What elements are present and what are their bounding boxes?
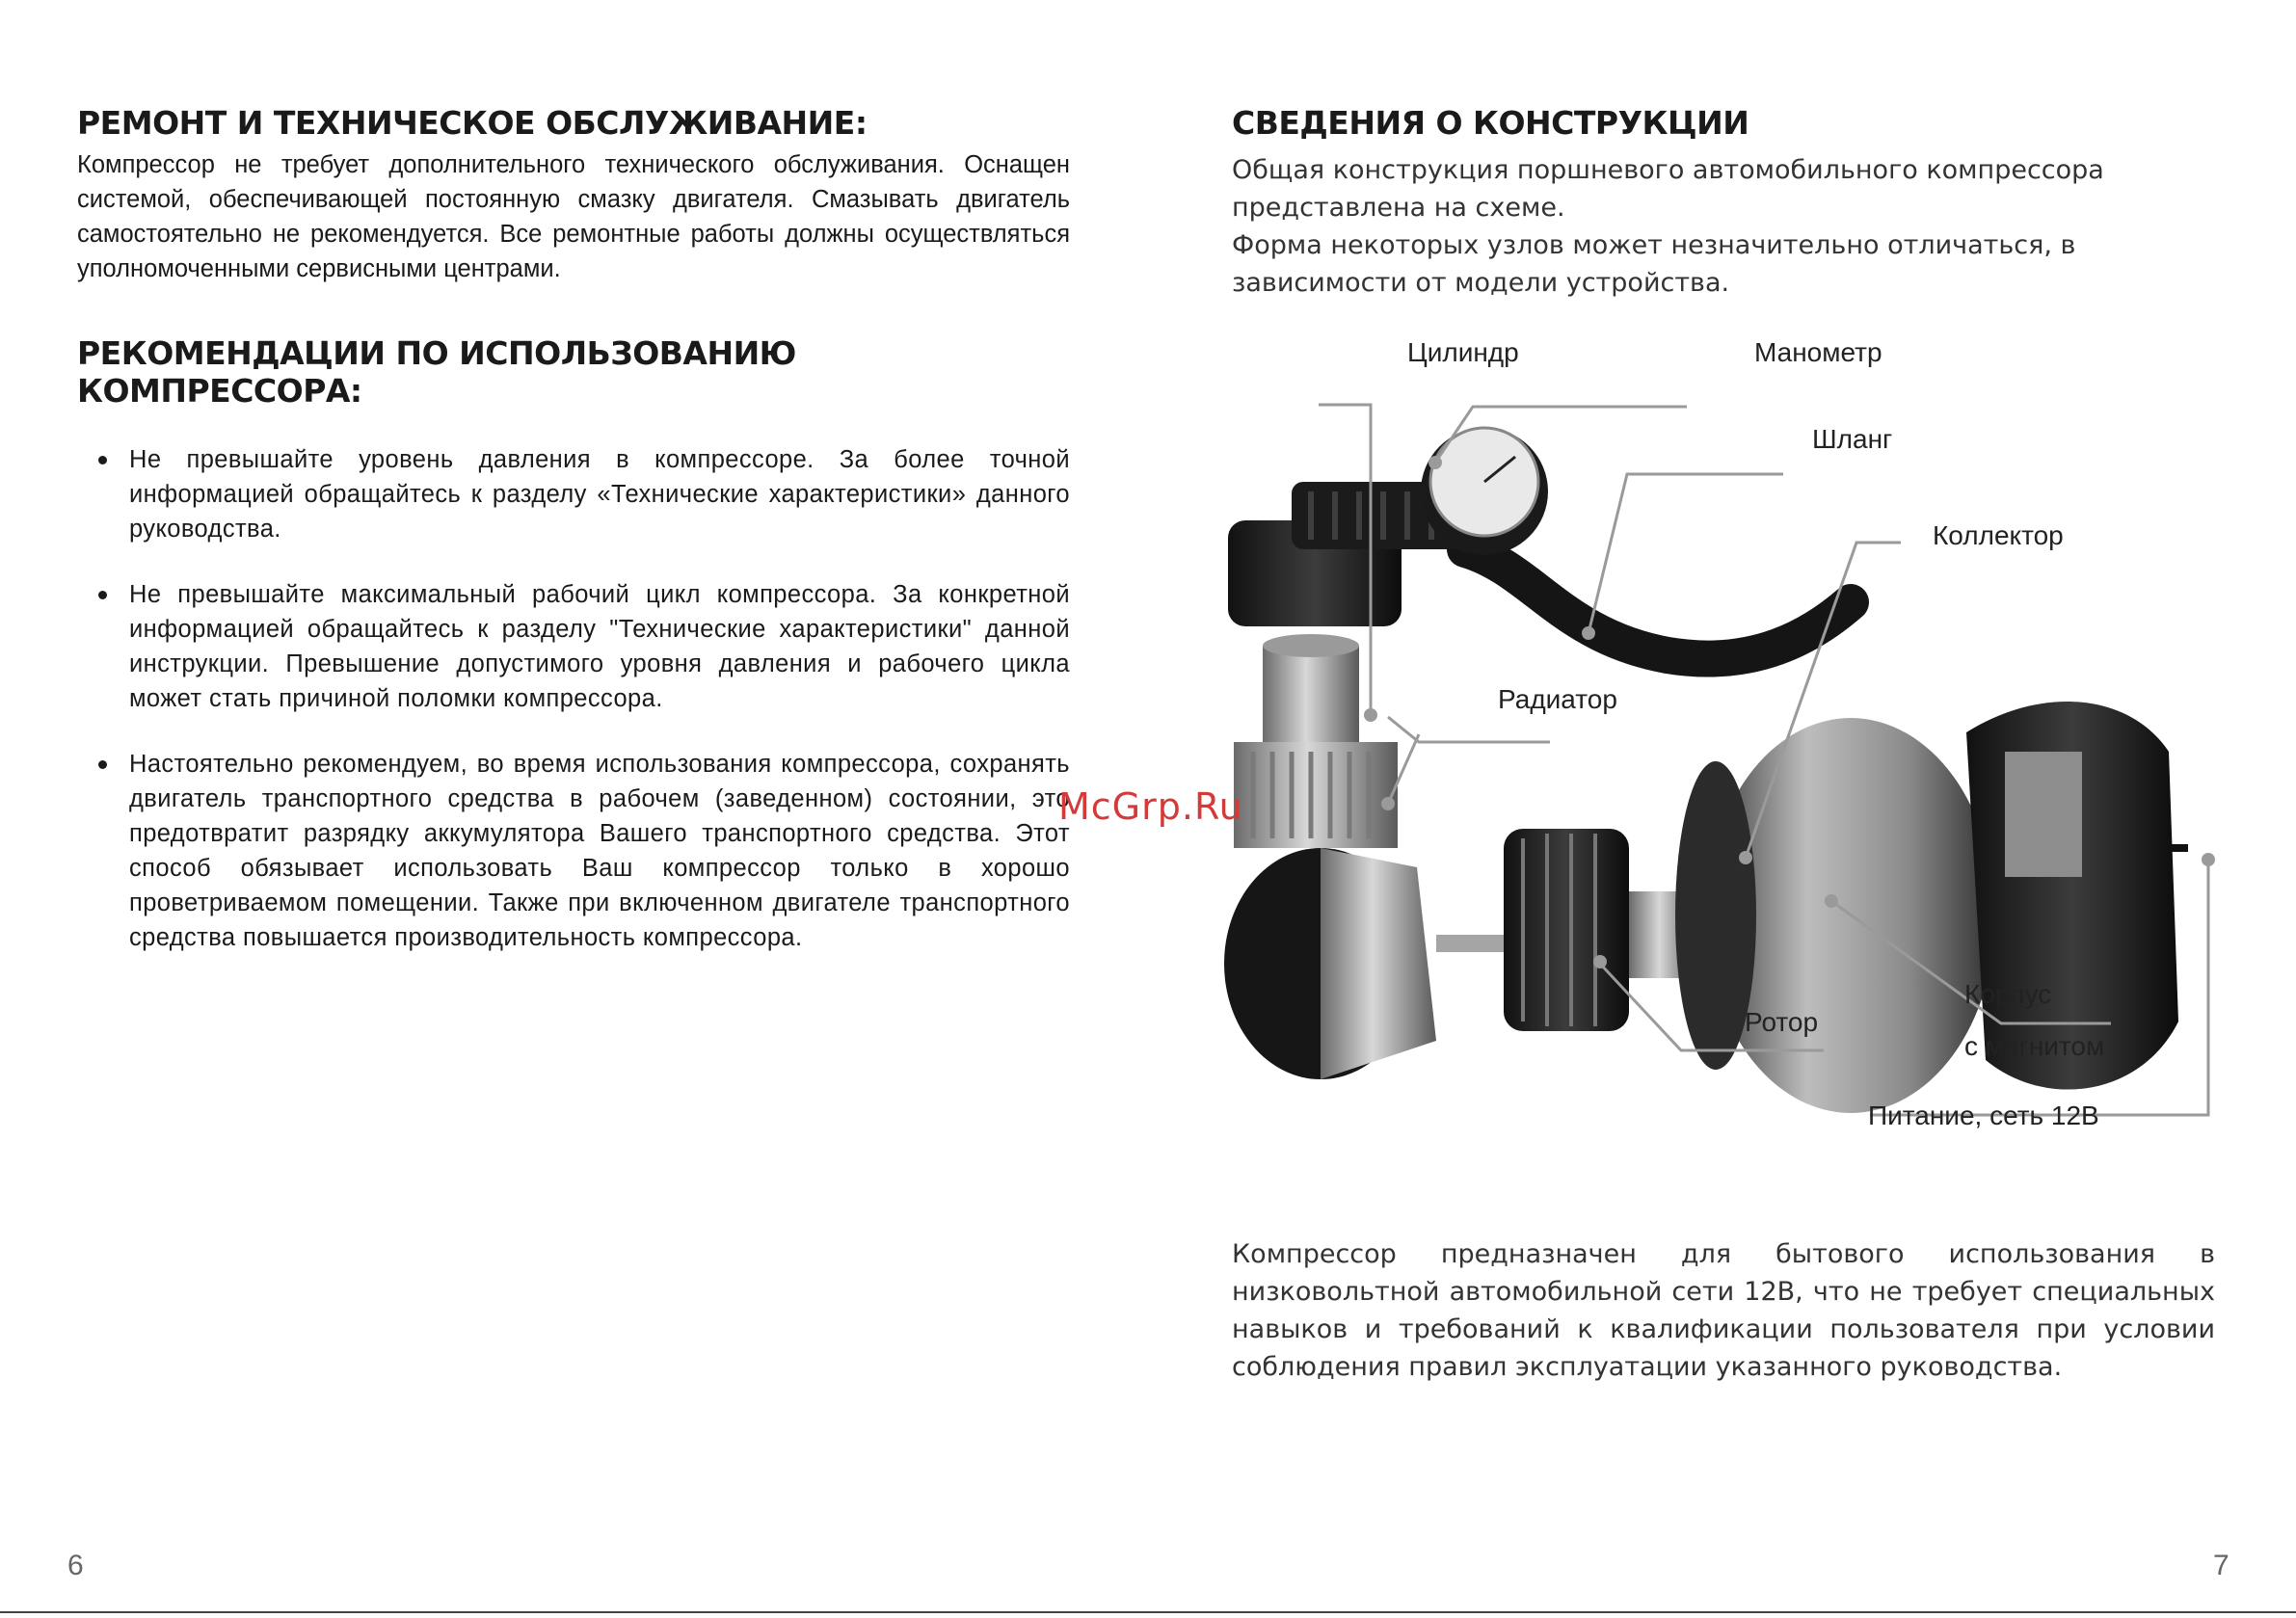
list-item-text: Не превышайте максимальный рабочий цикл компрессора. За конкретной информацией обращайтесь к разделу "Технические характеристики" данной инструкции. Превышение допустимого уровня давления и рабочего цикла может стать причиной поломки компрессора. [129, 581, 1070, 712]
label-housing-2: с магнитом [1964, 1031, 2105, 1061]
usage-text: Компрессор предназначен для бытового использования в низковольтной автомобильной сети 12В, что не требует специальных навыков и требований к квалификации пользователя при условии соблюдения правил эксплуатации указанного руководства. [1232, 1239, 2215, 1382]
page-number-right: 7 [2213, 1550, 2229, 1581]
bullet-icon [98, 456, 107, 464]
compressor-diagram [1215, 328, 2236, 1176]
list-item [77, 442, 1070, 546]
repair-heading: РЕМОНТ И ТЕХНИЧЕСКОЕ ОБСЛУЖИВАНИЕ: [77, 104, 868, 142]
label-collector: Коллектор [1933, 520, 2064, 550]
label-housing-1: Корпус [1964, 979, 2052, 1009]
recommendations-list [77, 442, 1070, 955]
bullet-icon [98, 760, 107, 769]
list-item-text: Не превышайте уровень давления в компрессоре. За более точной информацией обращайтесь к разделу «Технические характеристики» данного руководства. [129, 446, 1070, 543]
list-item [77, 747, 1070, 955]
label-power: Питание, сеть 12В [1868, 1101, 2099, 1130]
page-number-left: 6 [67, 1550, 84, 1581]
left-page [77, 96, 1070, 986]
intro-line: Форма некоторых узлов может незначительно отличаться, в зависимости от модели устройства. [1232, 230, 2076, 298]
label-hose: Шланг [1812, 424, 1893, 454]
label-gauge: Манометр [1754, 337, 1882, 367]
watermark: McGrp.Ru [1058, 785, 1243, 828]
design-intro [1232, 151, 2215, 302]
right-page [1232, 96, 2215, 302]
list-item-text: Настоятельно рекомендуем, во время использования компрессора, сохранять двигатель транспортного средства в рабочем (заведенном) состоянии, это предотвратит разрядку аккумулятора Вашего транспортного средства. Этот способ обязывает использовать Ваш компрессор только в хорошо проветриваемом помещении. Также при включенном двигателе транспортного средства повышается производительность компрессора. [129, 751, 1070, 951]
intro-line: Общая конструкция поршневого автомобильного компрессора представлена на схеме. [1232, 155, 2104, 223]
label-cylinder: Цилиндр [1407, 337, 1519, 367]
recommendations-heading: РЕКОМЕНДАЦИИ ПО ИСПОЛЬЗОВАНИЮ КОМПРЕССОРА: [77, 334, 796, 410]
list-item [77, 577, 1070, 716]
design-heading: СВЕДЕНИЯ О КОНСТРУКЦИИ [1232, 104, 1749, 142]
repair-paragraph: Компрессор не требует дополнительного технического обслуживания. Оснащен системой, обеспечивающей постоянную смазку двигателя. Смазывать двигатель самостоятельно не рекомендуется. Все ремонтные работы должны осуществляться уполномоченными сервисными центрами. [77, 151, 1070, 282]
usage-paragraph [1232, 1235, 2215, 1386]
bullet-icon [98, 591, 107, 599]
radiator [1234, 742, 1398, 848]
bottom-rule [0, 1611, 2296, 1613]
label-radiator: Радиатор [1498, 684, 1617, 714]
label-rotor: Ротор [1745, 1007, 1819, 1037]
